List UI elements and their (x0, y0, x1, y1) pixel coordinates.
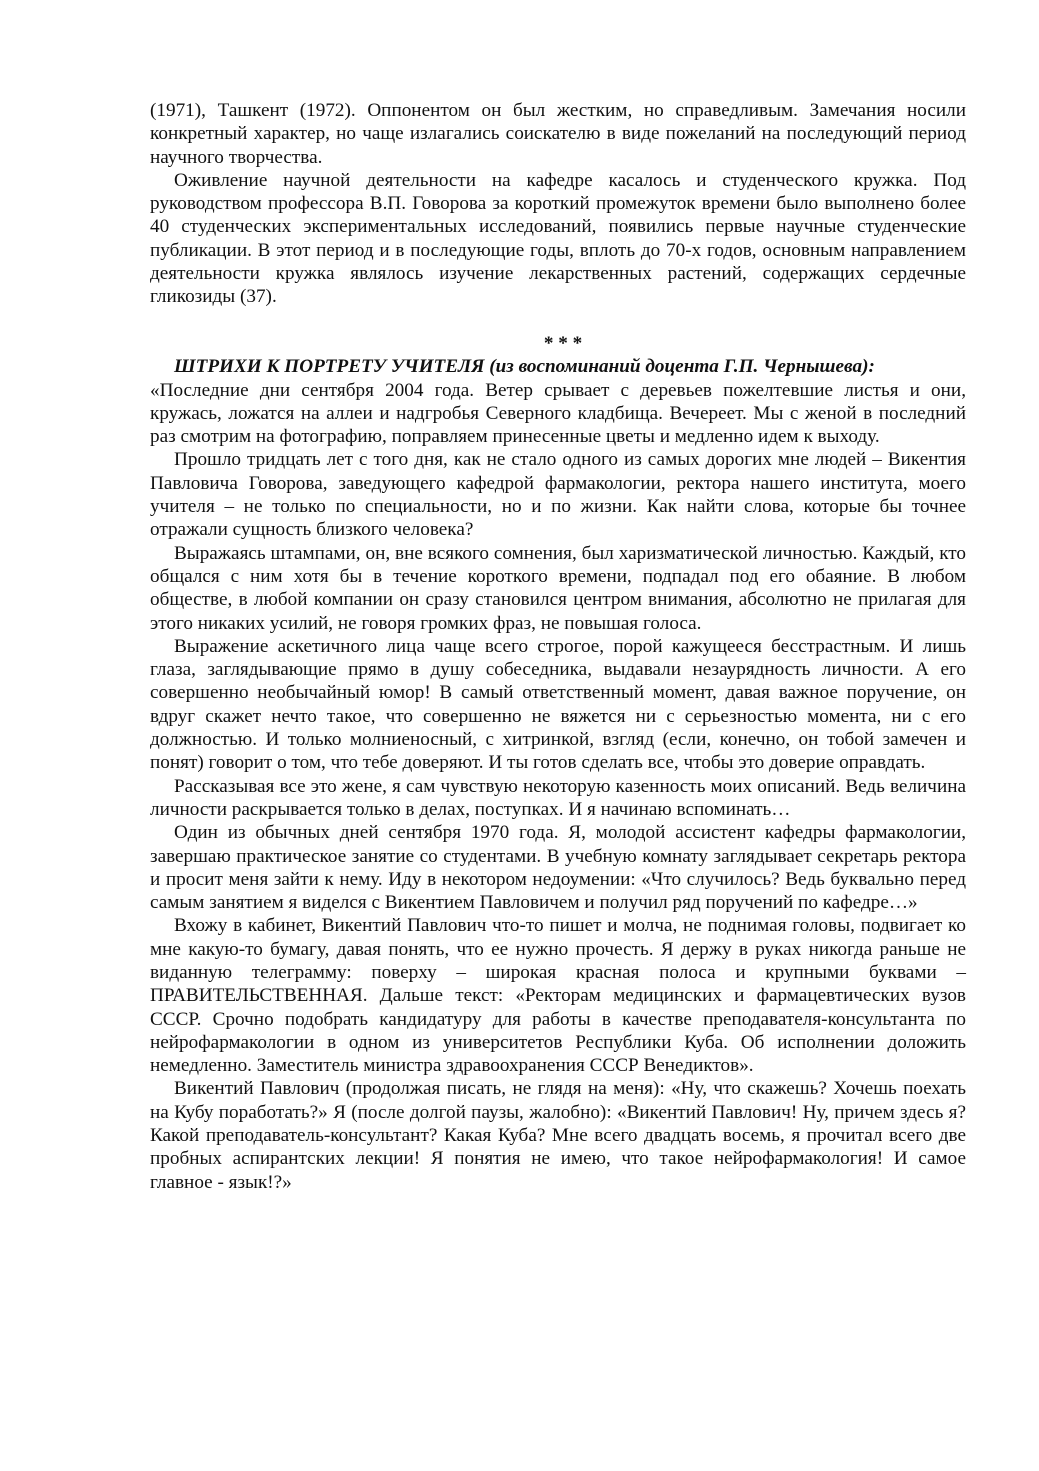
paragraph-2: Оживление научной деятельности на кафедре касалось и студенческого кружка. Под руководством профессора В.П. Говорова за короткий промежуток времени было выполнено более 40 студенческих экспериментальных исследований, появились первые научные студенческие публикации. В этот период и в последующие годы, вплоть до 70-х годов, основным направлением деятельности кружка являлось изучение лекарственных растений, содержащих сердечные гликозиды (37). (150, 169, 966, 308)
paragraph-4: Прошло тридцать лет с того дня, как не стало одного из самых дорогих мне людей – Викентия Павловича Говорова, заведующего кафедрой фармакологии, ректора нашего института, моего учителя – не только по специальности, но и по жизни. Как найти слова, которые бы точнее отражали сущность близкого человека? (150, 449, 966, 541)
paragraph-3: «Последние дни сентября 2004 года. Ветер срывает с деревьев пожелтевшие листья и они, кружась, ложатся на аллеи и надгробья Северного кладбища. Вечереет. Мы с женой в последний раз смотрим на фотографию, поправляем принесенные цветы и медленно идем к выходу. (150, 379, 966, 448)
document-page (150, 99, 966, 1194)
paragraph-1: (1971), Ташкент (1972). Оппонентом он был жестким, но справедливым. Замечания носили конкретный характер, но чаще излагались соискателю в виде пожеланий на последующий период научного творчества. (150, 100, 966, 168)
paragraph-8: Один из обычных дней сентября 1970 года. Я, молодой ассистент кафедры фармакологии, завершаю практическое занятие со студентами. В учебную комнату заглядывает секретарь ректора и просит меня зайти к нему. Иду в некотором недоумении: «Что случилось? Ведь буквально перед самым занятием я виделся с Викентием Павловичем и получил ряд поручений по кафедре…» (150, 822, 966, 914)
paragraph-10: Викентий Павлович (продолжая писать, не глядя на меня): «Ну, что скажешь? Хочешь поехать на Кубу поработать?» Я (после долгой паузы, жалобно): «Викентий Павлович! Ну, причем здесь я? Какой преподаватель-консультант? Какая Куба? Мне всего двадцать восемь, я прочитал всего две пробных аспирантских лекции! Я понятия не имею, что такое нейрофармакология! И самое главное - язык!?» (150, 1078, 966, 1193)
paragraph-6: Выражение аскетичного лица чаще всего строгое, порой кажущееся бесстрастным. И лишь глаза, заглядывающие прямо в душу собеседника, выдавали незаурядность личности. А его совершенно необычайный юмор! В самый ответственный момент, давая важное поручение, он вдруг скажет нечто такое, что совершенно не вяжется ни с серьезностью момента, ни с его должностью. И только молниеносный, с хитринкой, взгляд (если, конечно, он тобой замечен и понят) говорит о том, что тебе доверяют. И ты готов сделать все, чтобы это доверие оправдать. (150, 635, 966, 774)
paragraph-7: Рассказывая все это жене, я сам чувствую некоторую казенность моих описаний. Ведь величина личности раскрывается только в делах, поступках. И я начинаю вспоминать… (150, 775, 966, 820)
paragraph-9: Вхожу в кабинет, Викентий Павлович что-то пишет и молча, не поднимая головы, подвигает ко мне какую-то бумагу, давая понять, что ее нужно прочесть. Я держу в руках никогда раньше не виданную телеграмму: поверху – широкая красная полоса и крупными буквами – ПРАВИТЕЛЬСТВЕННАЯ. Дальше текст: «Ректорам медицинских и фармацевтических вузов СССР. Срочно подобрать кандидатуру для работы в качестве преподавателя-консультанта по нейрофармакологии в одном из университетов Республики Куба. Об исполнении доложить немедленно. Заместитель министра здравоохранения СССР Венедиктов». (150, 915, 966, 1077)
section-separator: * * * (543, 332, 583, 354)
blank-line (150, 309, 966, 332)
paragraph-5: Выражаясь штампами, он, вне всякого сомнения, был харизматической личностью. Каждый, кто общался с ним хотя бы в течение короткого времени, подпадал под его обаяние. В любом обществе, в любой компании он сразу становился центром внимания, абсолютно не прилагая для этого никаких усилий, не говоря громких фраз, не повышая голоса. (150, 542, 966, 634)
section-heading: ШТРИХИ К ПОРТРЕТУ УЧИТЕЛЯ (из воспоминаний доцента Г.П. Чернышева): (174, 356, 875, 378)
